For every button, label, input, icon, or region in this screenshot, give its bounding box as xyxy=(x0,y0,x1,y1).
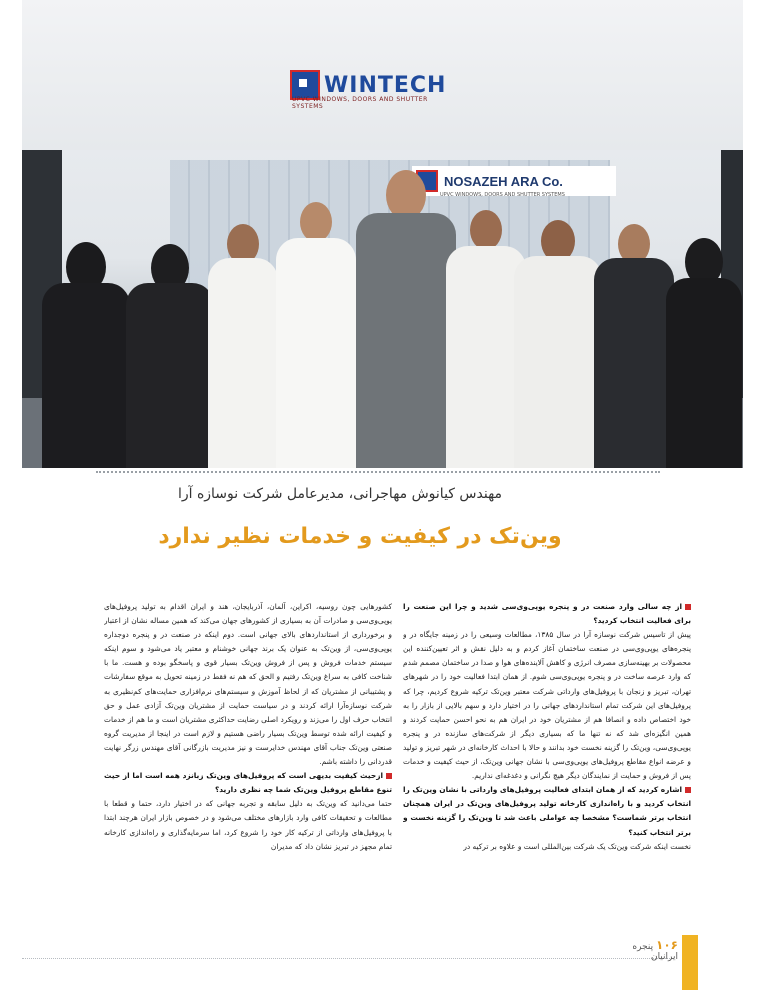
text-column-right xyxy=(403,600,691,935)
people-group xyxy=(22,0,743,468)
separator-line xyxy=(96,471,660,473)
question-3: ازحیث کیفیت بدیهی است که پروفیل‌های وین‌تک زبانزد همه است اما از حیث تنوع مقاطع پروفیل وین‌تک شما چه نظری دارید؟ xyxy=(104,771,392,795)
person-4 xyxy=(276,198,356,468)
question-2: اشاره کردید که از همان ابتدای فعالیت پروفیل‌های وارداتی با نشان وین‌تک را انتخاب کردید و با راه‌اندازی کارخانه تولید پروفیل‌های وین‌تک در ایران همچنان انتخاب برتر شماست؟ مشخصا چه عواملی باعث شد تا وین‌تک را گزینه نخست و برتر انتخاب کنید؟ xyxy=(403,785,691,837)
bullet-square-icon xyxy=(386,773,392,779)
article-headline: وین‌تک در کیفیت و خدمات نظیر ندارد xyxy=(158,524,562,549)
page-folio xyxy=(620,938,678,962)
magazine-name: پنجره ایرانیان xyxy=(632,942,678,962)
person-3 xyxy=(208,220,278,468)
bullet-square-icon xyxy=(685,604,691,610)
wintech-logo-text: WINTECH xyxy=(324,72,447,98)
person-9 xyxy=(666,234,742,468)
answer-2-continued: کشورهایی چون روسیه، اکراین، آلمان، آذربایجان، هند و ایران اقدام به تولید پروفیل‌های یوپی‌وی‌سی و صادرات آن به بسیاری از کشورهای جهان می‌کند که همین مساله نشان از اعتبار و برخورداری از استانداردهای بالای جهانی است. دوم اینکه در صنعت در و پنجره دوجداره یوپی‌وی‌سی، از وین‌تک به عنوان یک برند جهانی خوشنام و معتبر یاد می‌شود و سوم اینکه سیستم خدمات فروش و پس از فروش وین‌تک بسیار قوی و پاسخگو بوده و هست. ما با شناخت کافی به سراغ وین‌تک رفتیم و الحق که هم نه فقط در زمینه تحویل به موقع سفارشات و پشتیبانی از مشتریان که از لحاظ آموزش و سیستم‌های نرم‌افزاری حمایت‌های کم‌نظیری به شرکت نوسازه‌آرا ارائه کردند و در سیاست حمایت از مشتریان وین‌تک آزادی عمل و حق انتخاب حرف اول را می‌زند و رویکرد اصلی رضایت حداکثری مشتریان است و ما هم از خدمات و کیفیت ارائه شده توسط وین‌تک بسیار راضی هستیم و لازم است در اینجا از مدیریت گروه صنعتی وین‌تک جناب آقای مهندس خدایرست و نیز مدیریت بازرگانی آقای مهندس زرگر نهایت قدردانی را داشته باشم. xyxy=(104,602,392,767)
text-column-left xyxy=(104,600,392,935)
answer-3: حتما می‌دانید که وین‌تک به دلیل سابقه و تجربه جهانی که در اختیار دارد، حتما و قطعا با مطالعات و تحقیقات کافی وارد بازارهای مختلف می‌شود و در خصوص بازار ایران هرچند ابتدا با پروفیل‌های وارداتی از ترکیه کار خود را شروع کرد، اما سرمایه‌گذاری و راه‌اندازی کارخانه تمام مجهز در تبریز نشان داد که مدیران xyxy=(104,799,392,851)
nosazeh-sign-name: NOSAZEH ARA Co. xyxy=(444,173,563,189)
footer-accent-bar xyxy=(682,935,698,990)
footer-rule xyxy=(22,958,672,959)
nosazeh-sign-subtitle: UPVC WINDOWS, DOORS AND SHUTTER SYSTEMS xyxy=(440,192,565,198)
bullet-square-icon xyxy=(685,787,691,793)
person-5 xyxy=(356,168,456,468)
wintech-logo-subtitle: UPVC WINDOWS, DOORS AND SHUTTER SYSTEMS xyxy=(292,96,428,110)
person-8 xyxy=(594,220,674,468)
hero-photo xyxy=(22,0,743,468)
answer-2-start: نخست اینکه شرکت وین‌تک یک شرکت بین‌المللی است و علاوه بر ترکیه در xyxy=(463,841,691,851)
person-1 xyxy=(42,238,130,468)
person-2 xyxy=(126,240,214,468)
answer-1: پیش از تاسیس شرکت نوسازه آرا در سال ۱۳۸۵، مطالعات وسیعی را در زمینه جایگاه در و پنجره‌های یوپی‌وی‌سی در صنعت ساختمان آغاز کردم و به دلیل نقش و اثر تعیین‌کننده این محصولات بر بهینه‌سازی مصرف انرژی و کاهش آلاینده‌های هوا و صدا در ساختمان مصمم شدم که وارد عرصه ساخت در و پنجره یوپی‌وی‌سی شوم. از همان ابتدا فعالیت خود را در شهرهای تهران، تبریز و زنجان با پروفیل‌های وارداتی شرکت معتبر وین‌تک ترکیه شروع کردیم، چرا که پروفیل‌های این شرکت تمام استانداردهای جهانی را در اختیار دارد و سهم بالایی از بازار را به خود اختصاص داده و انصافا هم از مشتریان خود در ایران هم به نحو احسن حمایت کردند و همین انگیزه‌ای شد که نه تنها ما که بسیاری دیگر از شرکت‌های سازنده در و پنجره یوپی‌وی‌سی، وین‌تک را گزینه نخست خود بدانند و حالا با احداث کارخانه‌ای در شهر تبریز و تولید و عرضه انواع مقاطع پروفیل‌های یوپی‌وی‌سی با نشان جهانی وین‌تک، از حیث کیفیت و خدمات پس از فروش و حمایت از نمایندگان دیگر هیچ نگرانی و دغدغه‌ای نداریم. xyxy=(403,630,691,781)
photo-caption: مهندس کیانوش مهاجرانی، مدیرعامل شرکت نوسازه آرا xyxy=(177,486,503,502)
question-1: از چه سالی وارد صنعت در و پنجره یوپی‌وی‌سی شدید و چرا این صنعت را برای فعالیت انتخاب کردید؟ xyxy=(403,602,691,626)
person-7 xyxy=(514,216,602,468)
page-number: ۱۰۶ xyxy=(656,938,678,952)
